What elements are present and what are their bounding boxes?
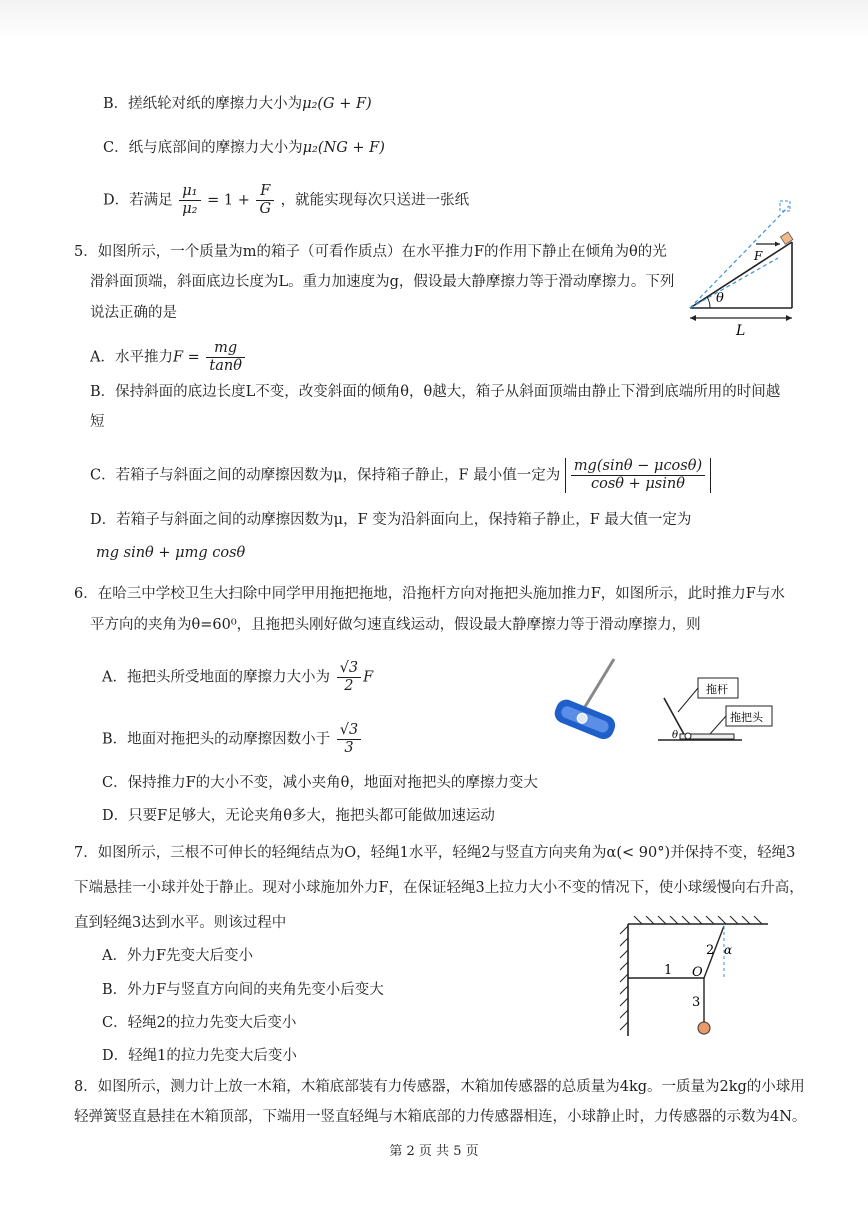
q5-stem-line2: 滑斜面顶端，斜面底边长度为L。重力加速度为g，假设最大静摩擦力等于滑动摩擦力。下列 [90, 274, 675, 290]
q8-stem-line2: 轻弹簧竖直悬挂在木箱顶部，下端用一竖直轻绳与木箱底部的力传感器相连，小球静止时，力传感器的示数为4N。 [74, 1109, 807, 1125]
q6-stem-line1: 6．在哈三中学校卫生大扫除中同学甲用拖把拖地，沿拖杆方向对拖把头施加推力F，如图所示，此时推力F与水 [74, 586, 785, 602]
q7-fig-label-1: 1 [664, 963, 673, 978]
q7-option-d: D．轻绳1的拉力先变大后变小 [102, 1048, 297, 1064]
q5-fig-theta-label: θ [716, 291, 724, 306]
q7-stem-line3: 直到轻绳3达到水平。则该过程中 [74, 915, 287, 931]
q5-stem-line1: 5．如图所示，一个质量为m的箱子（可看作质点）在水平推力F的作用下静止在倾角为θ的光 [74, 244, 667, 260]
q4-option-d: D．若满足 $\frac{\text{μ₁}}{\text{μ₂}}$ = 1 + $\frac{F}{G}$ ，就能实现每次只送进一张纸 [103, 183, 470, 217]
q6-mop-photo [548, 655, 628, 755]
q6-fig-theta: θ [672, 730, 679, 741]
q6-fig-rod-label: 拖杆 [706, 683, 728, 696]
q7-fig-label-alpha: α [724, 943, 733, 957]
q6-option-a: A．拖把头所受地面的摩擦力大小为 $\frac{√3}{2}$ F [102, 660, 374, 694]
q7-fig-label-2: 2 [706, 943, 715, 958]
q7-fig-label-o: O [692, 965, 703, 980]
q5-option-d-line1: D．若箱子与斜面之间的动摩擦因数为μ，F 变为沿斜面向上，保持箱子静止，F 最大值一定为 [90, 512, 692, 528]
q5-incline-figure [686, 198, 798, 338]
q7-stem-line2: 下端悬挂一小球并处于静止。现对小球施加外力F，在保证轻绳3上拉力大小不变的情况下，使小球缓慢向右升高， [74, 880, 804, 896]
q5-fig-f-label: F [754, 249, 763, 263]
q6-option-c: C．保持推力F的大小不变，减小夹角θ，地面对拖把头的摩擦力变大 [102, 775, 538, 791]
q7-option-a: A．外力F先变大后变小 [102, 948, 254, 964]
q7-stem-line1: 7．如图所示，三根不可伸长的轻绳结点为O，轻绳1水平，轻绳2与竖直方向夹角为α(< 90°)并保持不变，轻绳3 [74, 845, 796, 861]
q5-stem-line3: 说法正确的是 [90, 305, 177, 321]
q6-option-d: D．只要F足够大，无论夹角θ多大，拖把头都可能做加速运动 [102, 808, 495, 824]
q6-stem-line2: 平方向的夹角为θ=60⁰，且拖把头刚好做匀速直线运动，假设最大静摩擦力等于滑动摩擦力，则 [90, 617, 701, 633]
q4-option-c: C．纸与底部间的摩擦力大小为μ₂(NG + F) [103, 140, 385, 156]
page-footer: 第 2 页 共 5 页 [389, 1144, 479, 1159]
q7-fig-label-3: 3 [692, 995, 701, 1010]
q5-option-b-line1: B．保持斜面的底边长度L不变，改变斜面的倾角θ，θ越大，箱子从斜面顶端由静止下滑到底端所用的时间越 [90, 384, 781, 400]
q7-rope-figure [612, 914, 772, 1040]
q6-option-b: B．地面对拖把头的动摩擦因数小于 $\frac{√3}{3}$ [102, 722, 363, 757]
q5-fig-l-label: L [736, 323, 746, 338]
q7-option-c: C．轻绳2的拉力先变大后变小 [102, 1015, 297, 1031]
q5-option-d-line2: mg sinθ + μmg cosθ [96, 545, 246, 561]
q8-stem-line1: 8．如图所示，测力计上放一木箱，木箱底部装有力传感器，木箱加传感器的总质量为4kg。一质量为2kg的小球用 [74, 1079, 805, 1095]
q6-mop-diagram [650, 672, 775, 747]
q4-option-b: B．搓纸轮对纸的摩擦力大小为μ₂(G + F) [103, 96, 372, 112]
q7-option-b: B．外力F与竖直方向间的夹角先变小后变大 [102, 982, 384, 998]
q5-option-b-line2: 短 [90, 414, 105, 430]
q5-option-a: A．水平推力F = $\frac{mg}{\tan\theta}$ [90, 340, 247, 375]
q6-fig-head-label: 拖把头 [730, 711, 763, 724]
q5-option-c: C．若箱子与斜面之间的动摩擦因数为μ，保持箱子静止，F 最小值一定为 $\frac{mg(\sin\theta - \mu\cos\theta)}{\cos\theta + \mu\sin\theta}$ [90, 458, 711, 493]
